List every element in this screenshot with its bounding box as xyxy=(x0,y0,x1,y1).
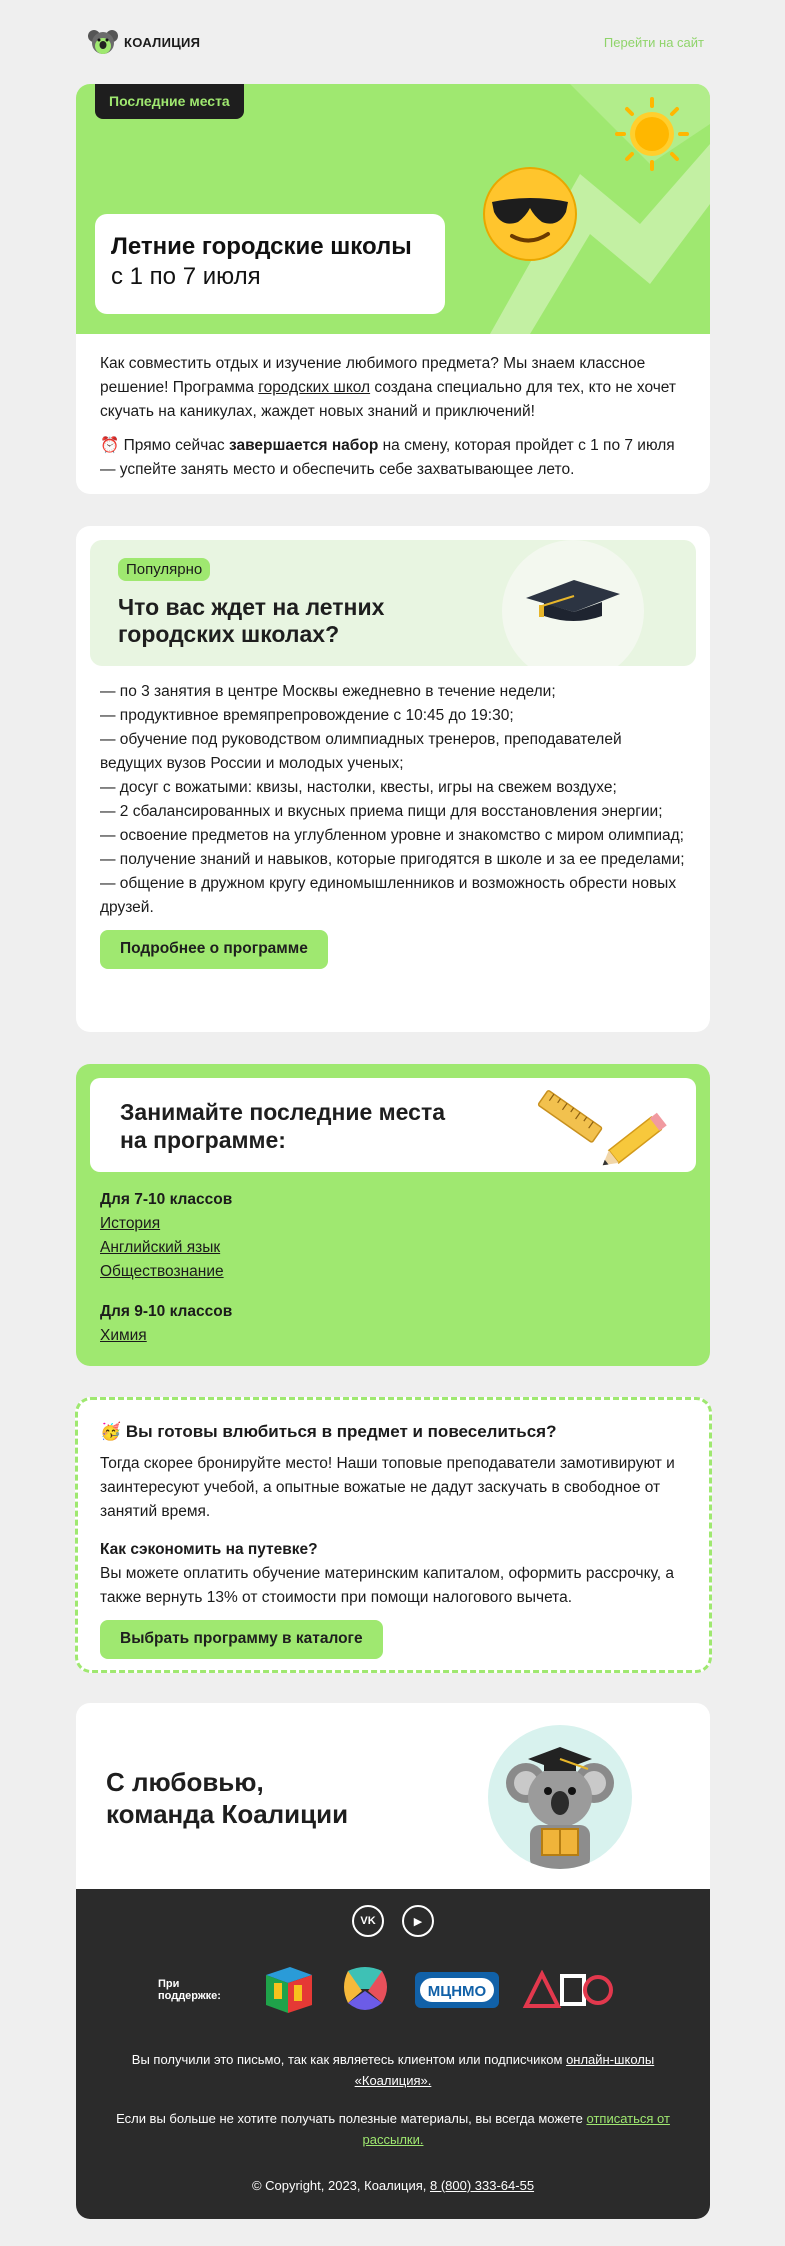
hero-title-box xyxy=(95,214,445,314)
vk-icon[interactable]: VK xyxy=(352,1905,384,1937)
alarm-clock-icon: ⏰ xyxy=(100,437,120,454)
copyright-text: © Copyright, 2023, Коалиция, xyxy=(251,2178,430,2193)
party-face-icon: 🥳 xyxy=(100,1422,122,1441)
list-item: — общение в дружном кругу единомышленников и возможность обрести новых друзей. xyxy=(100,875,677,916)
grade-group-7-10 xyxy=(76,1188,710,1284)
koala-graduate-icon xyxy=(488,1725,632,1869)
koala-logo-icon xyxy=(88,27,118,57)
dpo-text: ДПО xyxy=(568,2009,571,2010)
last-seats-badge: Последние места xyxy=(95,84,244,119)
subject-link-social[interactable]: Обществознание xyxy=(100,1263,224,1280)
partner-logo-2[interactable] xyxy=(338,1963,392,2017)
partner-logo-mcnmo[interactable] xyxy=(414,1971,500,2009)
hero-title: Летние городские школы xyxy=(111,233,412,260)
features-title-line1: Что вас ждет на летних xyxy=(118,594,385,620)
ruler-pencil-icon xyxy=(530,1080,680,1172)
graduation-cap-icon xyxy=(522,576,622,626)
partner-logo-dpo[interactable] xyxy=(522,1970,614,2010)
notice-text: Вы получили это письмо, так как являетесь клиентом или подписчиком xyxy=(131,2052,567,2067)
list-item: — досуг с вожатыми: квизы, настолки, квесты, игры на свежем воздухе; xyxy=(100,779,617,796)
deadline-paragraph xyxy=(100,434,686,482)
signature-text xyxy=(106,1766,348,1830)
hero-illustration xyxy=(420,84,710,334)
subject-link-history[interactable]: История xyxy=(100,1215,161,1232)
fun-text: Тогда скорее бронируйте место! Наши топовые преподаватели замотивируют и заинтересуют учебой, а опытные вожатые не дадут заскучать в свободное от занятий время. xyxy=(100,1455,675,1520)
program-details-button[interactable]: Подробнее о программе xyxy=(100,930,328,969)
support-label: При поддержке: xyxy=(158,1978,221,2002)
go-to-site-link[interactable]: Перейти на сайт xyxy=(603,34,704,50)
grade-heading: Для 7-10 классов xyxy=(100,1191,233,1208)
partner-logo-1[interactable] xyxy=(260,1963,316,2017)
phone-link[interactable]: 8 (800) 333-64-55 xyxy=(429,2178,535,2193)
seats-title xyxy=(120,1098,445,1154)
features-title-line2: городских школах? xyxy=(118,621,340,647)
signature-line1: С любовью, xyxy=(106,1767,264,1797)
signature xyxy=(76,1703,710,1889)
list-item: — продуктивное времяпрепровождение с 10:45 до 19:30; xyxy=(100,707,514,724)
social-links xyxy=(76,1905,710,1937)
hero-dates: с 1 по 7 июля xyxy=(111,263,261,290)
koala-mascot xyxy=(488,1725,632,1869)
deadline-bold: завершается набор xyxy=(228,437,379,454)
header xyxy=(88,22,704,62)
save-text: Вы можете оплатить обучение материнским капиталом, оформить рассрочку, а также вернуть 13% от стоимости при помощи налогового вычета. xyxy=(100,1565,674,1606)
features-list xyxy=(76,666,710,969)
list-item: — по 3 занятия в центре Москвы ежедневно в течение недели; xyxy=(100,683,556,700)
grade-heading: Для 9-10 классов xyxy=(100,1303,233,1320)
list-item: — обучение под руководством олимпиадных тренеров, преподавателей ведущих вузов России и молодых ученых; xyxy=(100,731,622,772)
deadline-text-end: на смену, которая пройдет с 1 по 7 июля — успейте занять место и обеспечить себе захватывающее лето. xyxy=(100,437,675,478)
school-link[interactable]: онлайн-школы «Коалиция». xyxy=(354,2052,655,2088)
list-item: — получение знаний и навыков, которые пригодятся в школе и за ее пределами; xyxy=(100,851,685,868)
seats-title-line2: на программе: xyxy=(120,1127,286,1153)
city-schools-link[interactable]: городских школ xyxy=(258,379,371,396)
signature-line2: команда Коалиции xyxy=(106,1799,349,1829)
sunglasses-emoji-icon xyxy=(484,168,576,260)
seats-header-panel xyxy=(90,1078,696,1172)
popular-badge: Популярно xyxy=(118,558,210,581)
list-item: — освоение предметов на углубленном уровне и знакомство с миром олимпиад; xyxy=(100,827,684,844)
copyright xyxy=(100,2175,686,2196)
features-title xyxy=(118,594,384,648)
unsubscribe-notice xyxy=(100,2108,686,2150)
fun-title xyxy=(100,1420,687,1444)
fun-title-text: Вы готовы влюбиться в предмет и повеселиться? xyxy=(125,1422,557,1441)
grade-group-9-10 xyxy=(76,1300,710,1348)
hero-text xyxy=(76,334,710,494)
save-heading: Как сэкономить на путевке? xyxy=(100,1541,318,1558)
seats-card xyxy=(76,1064,710,1366)
footer xyxy=(76,1889,710,2219)
subject-link-english[interactable]: Английский язык xyxy=(100,1239,221,1256)
features-card xyxy=(76,526,710,1032)
unsubscribe-link[interactable]: отписаться от рассылки. xyxy=(362,2111,670,2147)
deadline-text: Прямо сейчас xyxy=(119,437,229,454)
intro-text: Как совместить отдых и изучение любимого предмета? Мы знаем классное решение! Программа xyxy=(100,355,646,396)
seats-title-line1: Занимайте последние места xyxy=(120,1099,446,1125)
mcnmo-text: МЦНМО xyxy=(427,1983,487,2000)
intro-paragraph xyxy=(100,352,686,424)
list-item: — 2 сбалансированных и вкусных приема пищи для восстановления энергии; xyxy=(100,803,663,820)
catalog-button[interactable]: Выбрать программу в каталоге xyxy=(100,1620,383,1659)
unsub-text: Если вы больше не хотите получать полезные материалы, вы всегда можете xyxy=(116,2111,587,2126)
partners-row xyxy=(158,1963,614,2017)
hero-banner xyxy=(76,84,710,334)
youtube-icon[interactable]: ▶ xyxy=(402,1905,434,1937)
signature-footer-card xyxy=(76,1703,710,2219)
fun-card xyxy=(75,1397,712,1673)
subject-link-chemistry[interactable]: Химия xyxy=(100,1327,147,1344)
subscription-notice xyxy=(100,2049,686,2091)
logo-text: КОАЛИЦИЯ xyxy=(124,34,201,50)
features-header-panel xyxy=(90,540,696,666)
intro-text-end: создана специально для тех, кто не хочет скучать на каникулах, жаждет новых знаний и приключений! xyxy=(100,379,677,420)
logo[interactable] xyxy=(88,27,200,57)
hero-card xyxy=(76,84,710,494)
